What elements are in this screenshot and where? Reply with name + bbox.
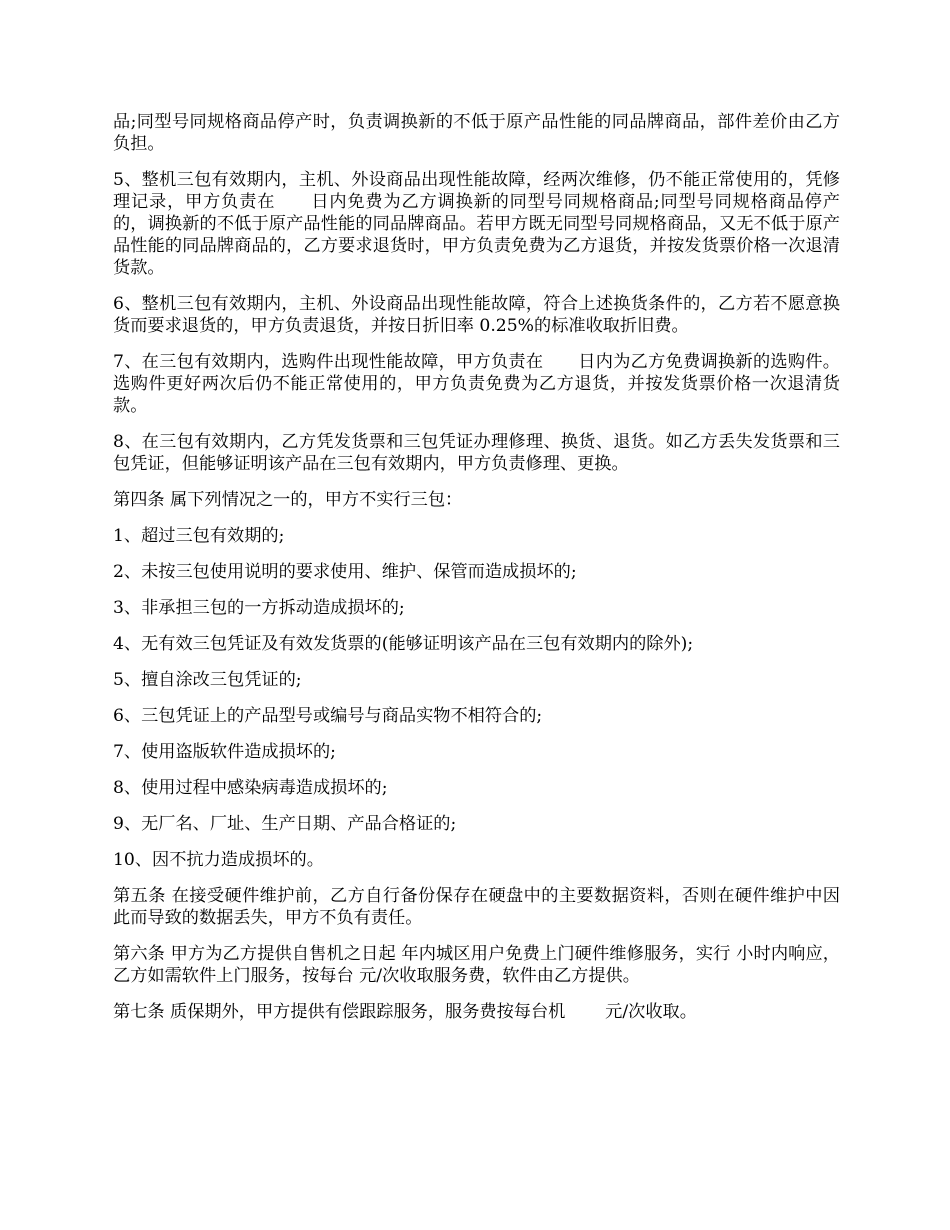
article-6-paragraph: 第六条 甲方为乙方提供自售机之日起 年内城区用户免费上门硬件维修服务，实行 小时内响应，乙方如需软件上门服务，按每台 元/次收取服务费，软件由乙方提供。 — [113, 944, 840, 986]
paragraph-item-7-optional-parts: 7、在三包有效期内，选购件出现性能故障，甲方负责在 日内为乙方免费调换新的选购件。选购件更好两次后仍不能正常使用的，甲方负责免费为乙方退货，并按发货票价格一次退清货款。 — [113, 352, 840, 416]
paragraph-item-8-invoice: 8、在三包有效期内，乙方凭发货票和三包凭证办理修理、换货、退货。如乙方丢失发货票和三包凭证，但能够证明该产品在三包有效期内，甲方负责修理、更换。 — [113, 432, 840, 474]
exclusion-item-6: 6、三包凭证上的产品型号或编号与商品实物不相符合的; — [113, 706, 543, 726]
paragraph-item-6-return: 6、整机三包有效期内，主机、外设商品出现性能故障，符合上述换货条件的，乙方若不愿意换货而要求退货的，甲方负责退货，并按日折旧率 0.25%的标准收取折旧费。 — [113, 294, 840, 336]
exclusion-item-7: 7、使用盗版软件造成损坏的; — [113, 742, 336, 762]
exclusion-item-4: 4、无有效三包凭证及有效发货票的(能够证明该产品在三包有效期内的除外); — [113, 634, 694, 654]
article-4-heading: 第四条 属下列情况之一的，甲方不实行三包： — [113, 490, 463, 510]
exclusion-item-2: 2、未按三包使用说明的要求使用、维护、保管而造成损坏的; — [113, 562, 577, 582]
article-7-paragraph: 第七条 质保期外，甲方提供有偿跟踪服务，服务费按每台机 元/次收取。 — [113, 1002, 697, 1022]
exclusion-item-8: 8、使用过程中感染病毒造成损坏的; — [113, 778, 388, 798]
exclusion-item-9: 9、无厂名、厂址、生产日期、产品合格证的; — [113, 814, 457, 834]
exclusion-item-1: 1、超过三包有效期的; — [113, 526, 285, 546]
article-5-paragraph: 第五条 在接受硬件维护前，乙方自行备份保存在硬盘中的主要数据资料，否则在硬件维护中因此而导致的数据丢失，甲方不负有责任。 — [113, 886, 840, 928]
paragraph-continued-clause: 品;同型号同规格商品停产时，负责调换新的不低于原产品性能的同品牌商品，部件差价由乙方负担。 — [113, 112, 840, 154]
document-body — [113, 111, 840, 1037]
paragraph-item-5-replacement: 5、整机三包有效期内，主机、外设商品出现性能故障，经两次维修，仍不能正常使用的，凭修理记录，甲方负责在 日内免费为乙方调换新的同型号同规格商品;同型号同规格商品停产的，调换新的不低于原产品性能的同品牌商品。若甲方既无同型号同规格商品，又无不低于原产品性能的同品牌商品的，乙方要求退货时，甲方负责免费为乙方退货，并按发货票价格一次退清货款。 — [113, 170, 840, 278]
exclusion-item-3: 3、非承担三包的一方拆动造成损坏的; — [113, 598, 405, 618]
exclusion-item-10: 10、因不抗力造成损坏的。 — [113, 850, 324, 870]
exclusion-item-5: 5、擅自涂改三包凭证的; — [113, 670, 302, 690]
